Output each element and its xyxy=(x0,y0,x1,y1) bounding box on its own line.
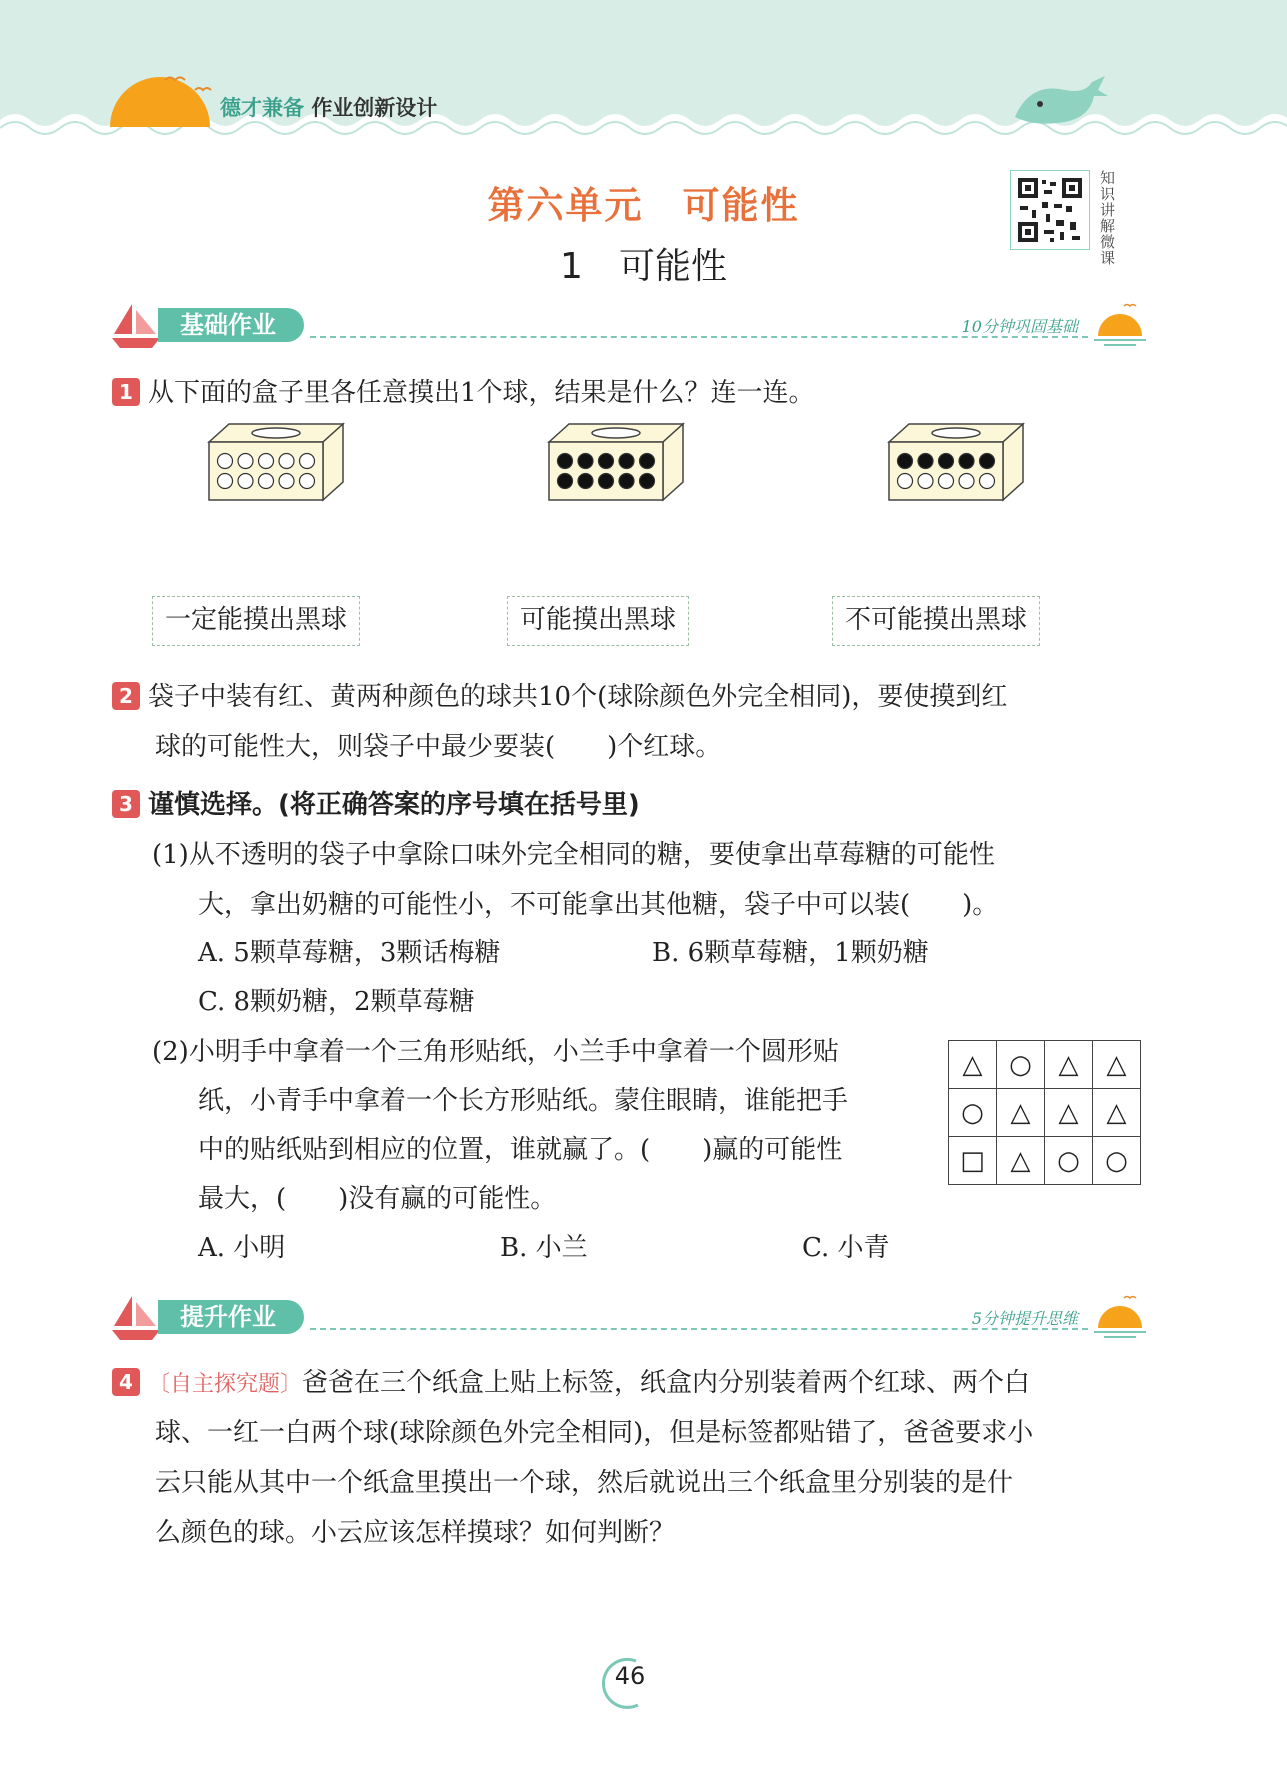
black-ball xyxy=(640,474,655,489)
grid-cell: △ xyxy=(997,1137,1045,1185)
black-ball xyxy=(619,454,634,469)
q3-part1-line-1: (1)从不透明的袋子中拿除口味外完全相同的糖，要使拿出草莓糖的可能性 xyxy=(152,840,995,870)
grid-cell: ○ xyxy=(1093,1137,1141,1185)
white-ball xyxy=(918,474,933,489)
q3-part2-option-b[interactable]: B. 小兰 xyxy=(500,1233,588,1263)
question-4-line-1 xyxy=(112,1358,1030,1410)
black-ball xyxy=(918,454,933,469)
question-number: 3 xyxy=(112,790,140,818)
ball-box-3 xyxy=(885,420,1025,502)
unit-title: 第六单元 可能性 xyxy=(487,184,800,227)
white-ball xyxy=(959,474,974,489)
black-ball xyxy=(959,454,974,469)
section-banner-basic xyxy=(110,302,1150,350)
black-ball xyxy=(939,454,954,469)
black-ball xyxy=(558,474,573,489)
grid-cell: △ xyxy=(949,1041,997,1089)
ball-box-1 xyxy=(205,420,345,502)
sailboat-icon xyxy=(110,302,162,350)
black-ball xyxy=(578,454,593,469)
question-number: 1 xyxy=(112,378,140,406)
white-ball xyxy=(898,474,913,489)
sun-icon xyxy=(105,72,225,132)
section-banner-advanced xyxy=(110,1294,1150,1342)
brand-dark-text: 作业创新设计 xyxy=(311,96,438,120)
question-2-line-1 xyxy=(112,672,1007,722)
ball-box-2 xyxy=(545,420,685,502)
black-ball xyxy=(898,454,913,469)
whale-icon xyxy=(1010,72,1110,127)
grid-cell: △ xyxy=(1045,1089,1093,1137)
match-option-1[interactable]: 一定能摸出黑球 xyxy=(152,596,360,646)
grid-cell: ○ xyxy=(949,1089,997,1137)
qr-label: 知识讲解微课 xyxy=(1100,169,1116,267)
black-ball xyxy=(980,454,995,469)
black-ball xyxy=(558,454,573,469)
grid-row xyxy=(949,1089,1141,1137)
grid-cell: ○ xyxy=(1045,1137,1093,1185)
white-ball xyxy=(300,454,315,469)
question-number: 4 xyxy=(112,1368,140,1396)
grid-row xyxy=(949,1041,1141,1089)
white-ball xyxy=(218,454,233,469)
question-text: 谨慎选择。(将正确答案的序号填在括号里) xyxy=(148,790,640,820)
white-ball xyxy=(300,474,315,489)
question-4-line-3: 云只能从其中一个纸盒里摸出一个球，然后就说出三个纸盒里分别装的是什 xyxy=(155,1468,1014,1498)
q3-part2-line-4: 最大，( )没有赢的可能性。 xyxy=(198,1184,557,1214)
question-3-heading xyxy=(112,780,640,830)
brand-green-text: 德才兼备 xyxy=(220,96,304,120)
lesson-title: 1 可能性 xyxy=(560,246,727,287)
black-ball xyxy=(640,454,655,469)
white-ball xyxy=(218,474,233,489)
q3-part2-option-a[interactable]: A. 小明 xyxy=(198,1233,286,1263)
sunset-icon xyxy=(1090,302,1150,350)
q3-part1-line-2: 大，拿出奶糖的可能性小，不可能拿出其他糖，袋子中可以装( )。 xyxy=(198,890,999,920)
brand-title xyxy=(220,92,437,122)
section-label: 提升作业 xyxy=(158,1300,304,1334)
white-ball xyxy=(238,474,253,489)
grid-cell: △ xyxy=(1093,1089,1141,1137)
black-ball xyxy=(599,474,614,489)
section-note: 10分钟巩固基础 xyxy=(961,317,1078,336)
q3-part2-line-1: (2)小明手中拿着一个三角形贴纸，小兰手中拿着一个圆形贴 xyxy=(152,1037,839,1067)
sailboat-icon xyxy=(110,1294,162,1342)
white-ball xyxy=(279,474,294,489)
white-ball xyxy=(980,474,995,489)
white-ball xyxy=(259,454,274,469)
q3-part1-option-b[interactable]: B. 6颗草莓糖，1颗奶糖 xyxy=(652,938,929,968)
white-ball xyxy=(939,474,954,489)
black-ball xyxy=(619,474,634,489)
question-text: 爸爸在三个纸盒上贴上标签，纸盒内分别装着两个红球、两个白 xyxy=(302,1368,1031,1398)
question-number: 2 xyxy=(112,682,140,710)
grid-cell: △ xyxy=(1093,1041,1141,1089)
question-4-line-2: 球、一红一白两个球(球除颜色外完全相同)，但是标签都贴错了，爸爸要求小 xyxy=(155,1418,1034,1448)
match-option-2[interactable]: 可能摸出黑球 xyxy=(507,596,689,646)
question-1 xyxy=(112,368,815,418)
question-tag: 〔自主探究题〕 xyxy=(148,1372,303,1397)
question-text: 从下面的盒子里各任意摸出1个球，结果是什么？连一连。 xyxy=(148,378,815,408)
sunset-icon xyxy=(1090,1294,1150,1342)
grid-cell: □ xyxy=(949,1137,997,1185)
section-note: 5分钟提升思维 xyxy=(971,1309,1078,1328)
grid-cell: △ xyxy=(1045,1041,1093,1089)
q3-part1-option-c[interactable]: C. 8颗奶糖，2颗草莓糖 xyxy=(198,987,475,1017)
section-label: 基础作业 xyxy=(158,308,304,342)
q3-part2-option-c[interactable]: C. 小青 xyxy=(802,1233,890,1263)
q3-part1-option-a[interactable]: A. 5颗草莓糖，3颗话梅糖 xyxy=(198,938,501,968)
question-2-line-2: 球的可能性大，则袋子中最少要装( )个红球。 xyxy=(155,732,722,762)
black-ball xyxy=(599,454,614,469)
question-text: 袋子中装有红、黄两种颜色的球共10个(球除颜色外完全相同)，要使摸到红 xyxy=(148,682,1008,712)
match-option-3[interactable]: 不可能摸出黑球 xyxy=(832,596,1040,646)
sticker-grid xyxy=(948,1040,1141,1185)
black-ball xyxy=(578,474,593,489)
white-ball xyxy=(279,454,294,469)
question-4-line-4: 么颜色的球。小云应该怎样摸球？如何判断？ xyxy=(155,1518,676,1548)
grid-cell: ○ xyxy=(997,1041,1045,1089)
q3-part2-line-3: 中的贴纸贴到相应的位置，谁就赢了。( )赢的可能性 xyxy=(198,1135,843,1165)
page-number: 46 xyxy=(614,1662,646,1690)
q3-part2-line-2: 纸，小青手中拿着一个长方形贴纸。蒙住眼睛，谁能把手 xyxy=(198,1086,849,1116)
grid-cell: △ xyxy=(997,1089,1045,1137)
white-ball xyxy=(259,474,274,489)
grid-row xyxy=(949,1137,1141,1185)
white-ball xyxy=(238,454,253,469)
